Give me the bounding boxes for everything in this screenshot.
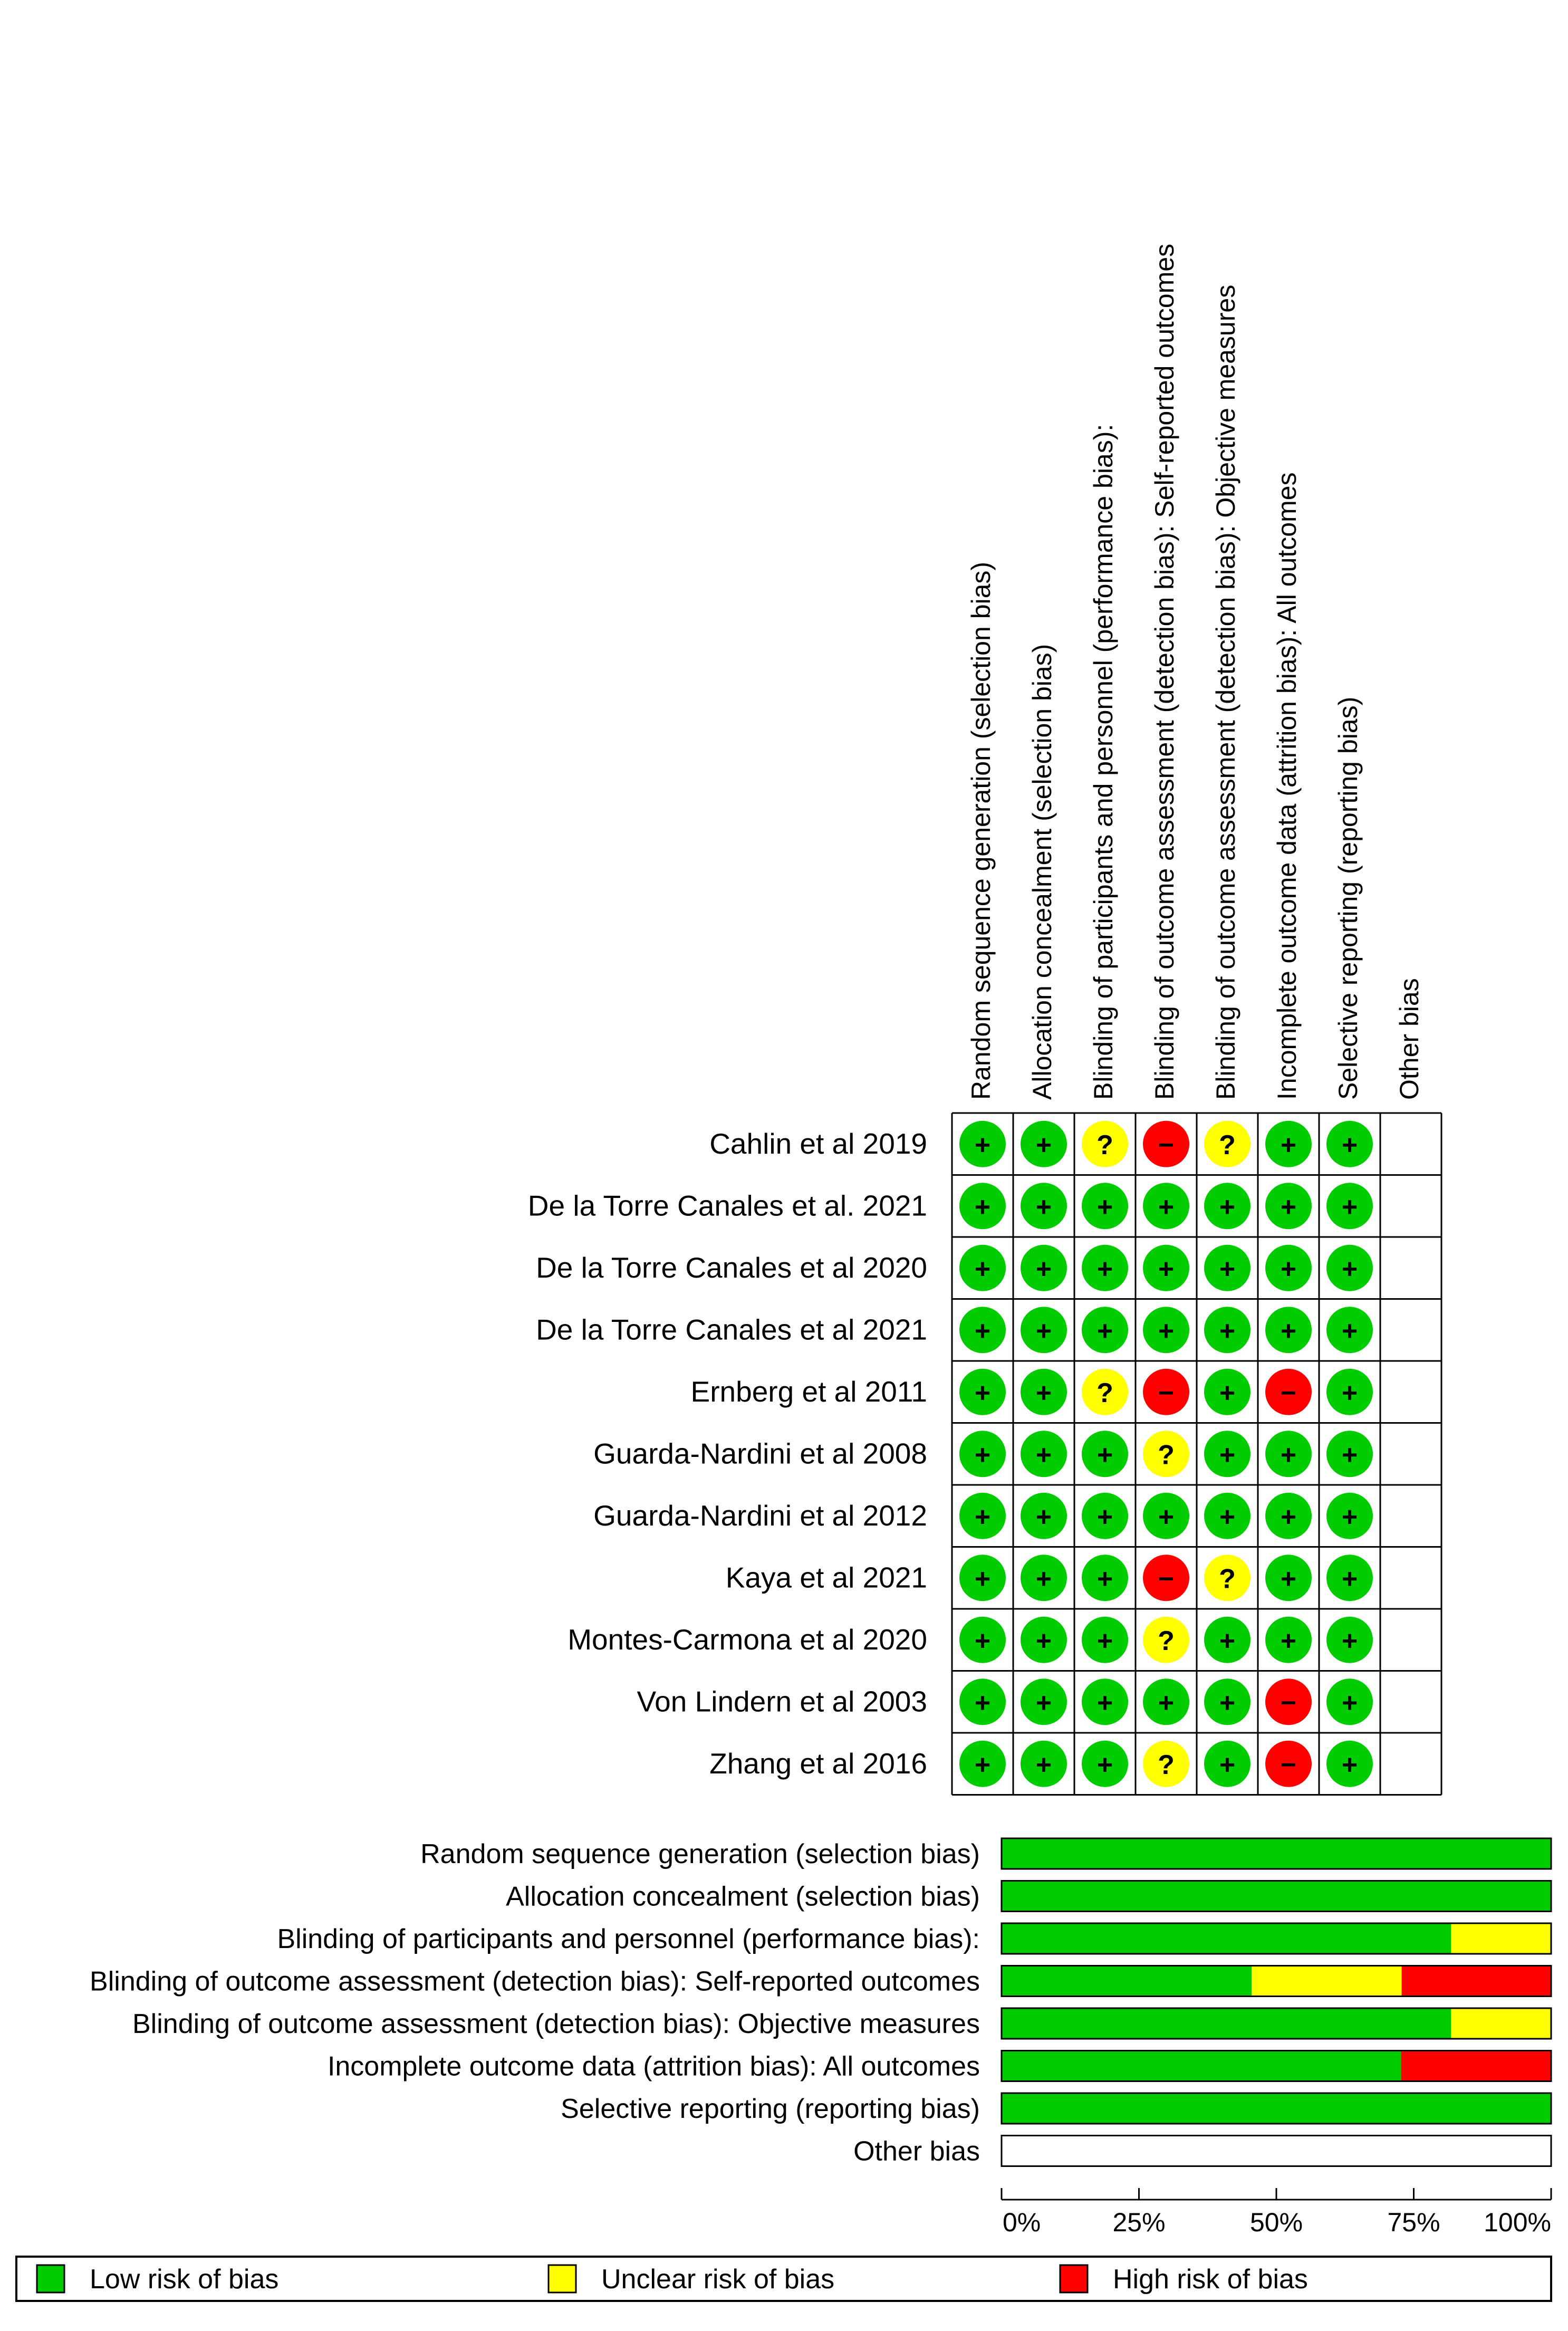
plus-circle-icon [1326, 1183, 1373, 1229]
question-circle-icon [1143, 1431, 1189, 1477]
judgement-symbol: + [974, 1440, 991, 1471]
risk-of-bias-graph [90, 1838, 1552, 2237]
bar-segment-low [1002, 1881, 1551, 1912]
legend-swatch-high [1060, 2265, 1088, 2292]
plus-circle-icon [1326, 1555, 1373, 1601]
judgement-symbol: + [1035, 1625, 1052, 1656]
judgement-symbol: + [1158, 1253, 1175, 1284]
bar-segment-unclear [1252, 1966, 1401, 1997]
plus-circle-icon [1143, 1493, 1189, 1539]
judgement-symbol: ? [1158, 1749, 1175, 1780]
judgement-symbol: + [1341, 1192, 1358, 1223]
plus-circle-icon [1265, 1245, 1312, 1291]
judgement-symbol: + [1219, 1625, 1236, 1656]
plus-circle-icon [1143, 1245, 1189, 1291]
plus-circle-icon [959, 1493, 1006, 1539]
study-label: Guarda-Nardini et al 2008 [593, 1437, 927, 1470]
study-label: Montes-Carmona et al 2020 [567, 1623, 927, 1656]
study-label: Guarda-Nardini et al 2012 [593, 1499, 927, 1532]
judgement-symbol: + [1096, 1687, 1113, 1719]
x-tick-label: 75% [1387, 2208, 1440, 2237]
study-label: Zhang et al 2016 [709, 1747, 927, 1780]
judgement-symbol: − [1280, 1377, 1297, 1408]
judgement-symbol: − [1158, 1129, 1175, 1160]
bar-segment-unclear [1451, 1923, 1551, 1954]
judgement-symbol: ? [1158, 1625, 1175, 1656]
plus-circle-icon [1143, 1307, 1189, 1353]
plus-circle-icon [1082, 1555, 1128, 1601]
minus-circle-icon [1143, 1555, 1189, 1601]
judgement-symbol: + [1158, 1501, 1175, 1532]
plus-circle-icon [1021, 1431, 1067, 1477]
plus-circle-icon [959, 1369, 1006, 1415]
plus-circle-icon [1265, 1431, 1312, 1477]
judgement-symbol: + [1341, 1749, 1358, 1780]
bar-segment-high [1401, 2051, 1551, 2081]
bar-segment-low [1002, 1838, 1551, 1869]
judgement-symbol: + [1341, 1501, 1358, 1532]
plus-circle-icon [1204, 1369, 1250, 1415]
plus-circle-icon [959, 1245, 1006, 1291]
plus-circle-icon [1326, 1307, 1373, 1353]
plus-circle-icon [1326, 1369, 1373, 1415]
plus-circle-icon [959, 1183, 1006, 1229]
plus-circle-icon [1204, 1183, 1250, 1229]
column-header: Random sequence generation (selection bias) [966, 561, 996, 1100]
judgement-symbol: ? [1096, 1129, 1113, 1160]
plus-circle-icon [1021, 1678, 1067, 1725]
x-tick-label: 100% [1484, 2208, 1551, 2237]
plus-circle-icon [1326, 1741, 1373, 1787]
plus-circle-icon [1082, 1431, 1128, 1477]
column-header: Allocation concealment (selection bias) [1027, 644, 1057, 1100]
judgement-symbol: ? [1219, 1129, 1236, 1160]
judgement-symbol: + [1219, 1440, 1236, 1471]
plus-circle-icon [1326, 1245, 1373, 1291]
study-label: De la Torre Canales et al. 2021 [527, 1189, 927, 1222]
judgement-symbol: + [1035, 1316, 1052, 1347]
judgement-symbol: + [974, 1377, 991, 1408]
judgement-symbol: + [974, 1192, 991, 1223]
bar-segment-low [1002, 1966, 1252, 1997]
judgement-symbol: + [1280, 1625, 1297, 1656]
column-header: Blinding of outcome assessment (detection bias): Self-reported outcomes [1150, 243, 1179, 1100]
judgement-symbol: + [1158, 1192, 1175, 1223]
judgement-symbol: + [1158, 1687, 1175, 1719]
judgement-symbol: − [1280, 1749, 1297, 1780]
judgement-symbol: + [1096, 1501, 1113, 1532]
plus-circle-icon [1265, 1493, 1312, 1539]
minus-circle-icon [1143, 1121, 1189, 1167]
study-label: Cahlin et al 2019 [709, 1127, 927, 1160]
judgement-symbol: + [974, 1501, 991, 1532]
bar-segment-low [1002, 2008, 1451, 2039]
plus-circle-icon [1082, 1307, 1128, 1353]
judgement-symbol: + [1096, 1749, 1113, 1780]
judgement-symbol: + [1096, 1440, 1113, 1471]
judgement-symbol: + [1096, 1316, 1113, 1347]
judgement-symbol: + [1035, 1253, 1052, 1284]
plus-circle-icon [959, 1678, 1006, 1725]
plus-circle-icon [1326, 1617, 1373, 1663]
judgement-symbol: − [1280, 1687, 1297, 1719]
judgement-symbol: + [1035, 1129, 1052, 1160]
judgement-symbol: + [1035, 1501, 1052, 1532]
minus-circle-icon [1265, 1369, 1312, 1415]
judgement-symbol: + [1341, 1253, 1358, 1284]
plus-circle-icon [1265, 1307, 1312, 1353]
judgement-symbol: + [1035, 1749, 1052, 1780]
bar-segment-low [1002, 2093, 1551, 2124]
judgement-symbol: + [974, 1749, 991, 1780]
judgement-symbol: + [1341, 1377, 1358, 1408]
judgement-symbol: + [1341, 1687, 1358, 1719]
plus-circle-icon [1082, 1245, 1128, 1291]
judgement-symbol: + [1341, 1625, 1358, 1656]
question-circle-icon [1082, 1121, 1128, 1167]
judgement-symbol: + [1035, 1687, 1052, 1719]
judgement-symbol: + [1035, 1192, 1052, 1223]
category-label: Incomplete outcome data (attrition bias): All outcomes [327, 2051, 980, 2082]
risk-of-bias-summary-table [528, 244, 1441, 1795]
column-header: Blinding of participants and personnel (performance bias): [1089, 424, 1118, 1100]
legend-swatch-unclear [549, 2265, 576, 2292]
judgement-symbol: ? [1096, 1377, 1113, 1408]
plus-circle-icon [1021, 1121, 1067, 1167]
judgement-symbol: + [1035, 1563, 1052, 1595]
bar-segment-high [1402, 1966, 1552, 1997]
plus-circle-icon [1021, 1741, 1067, 1787]
minus-circle-icon [1143, 1369, 1189, 1415]
judgement-symbol: ? [1219, 1563, 1236, 1595]
bar-segment-low [1002, 1923, 1451, 1954]
plus-circle-icon [1082, 1678, 1128, 1725]
plus-circle-icon [1326, 1493, 1373, 1539]
judgement-symbol: + [974, 1253, 991, 1284]
question-circle-icon [1143, 1617, 1189, 1663]
judgement-symbol: + [1219, 1316, 1236, 1347]
study-label: Ernberg et al 2011 [690, 1375, 927, 1408]
study-label: Von Lindern et al 2003 [637, 1685, 927, 1718]
column-header: Blinding of outcome assessment (detection bias): Objective measures [1211, 284, 1240, 1100]
plus-circle-icon [1021, 1555, 1067, 1601]
judgement-symbol: + [1341, 1563, 1358, 1595]
category-label: Blinding of outcome assessment (detection bias): Self-reported outcomes [90, 1966, 980, 1997]
plus-circle-icon [959, 1431, 1006, 1477]
category-label: Random sequence generation (selection bias) [420, 1839, 980, 1869]
chart-legend [16, 2257, 1551, 2301]
plus-circle-icon [1143, 1183, 1189, 1229]
judgement-symbol: + [1280, 1316, 1297, 1347]
plus-circle-icon [1021, 1493, 1067, 1539]
plus-circle-icon [1143, 1678, 1189, 1725]
judgement-symbol: + [1341, 1316, 1358, 1347]
x-tick-label: 25% [1112, 2208, 1166, 2237]
bar-segment-unclear [1451, 2008, 1551, 2039]
judgement-symbol: + [1280, 1253, 1297, 1284]
plus-circle-icon [1021, 1245, 1067, 1291]
plus-circle-icon [1204, 1245, 1250, 1291]
plus-circle-icon [1021, 1369, 1067, 1415]
judgement-symbol: + [1219, 1253, 1236, 1284]
plus-circle-icon [959, 1121, 1006, 1167]
category-label: Selective reporting (reporting bias) [561, 2094, 980, 2124]
bar-outline [1002, 2136, 1551, 2166]
plus-circle-icon [959, 1617, 1006, 1663]
plus-circle-icon [1021, 1307, 1067, 1353]
judgement-symbol: + [1096, 1253, 1113, 1284]
plus-circle-icon [1326, 1431, 1373, 1477]
column-header: Other bias [1394, 978, 1424, 1100]
category-label: Blinding of participants and personnel (performance bias): [277, 1924, 980, 1954]
plus-circle-icon [1082, 1617, 1128, 1663]
judgement-symbol: + [1280, 1192, 1297, 1223]
plus-circle-icon [1021, 1617, 1067, 1663]
plus-circle-icon [1326, 1121, 1373, 1167]
judgement-symbol: ? [1158, 1440, 1175, 1471]
category-label: Other bias [853, 2136, 980, 2167]
study-label: De la Torre Canales et al 2020 [536, 1251, 927, 1284]
plus-circle-icon [1204, 1741, 1250, 1787]
minus-circle-icon [1265, 1678, 1312, 1725]
judgement-symbol: + [1219, 1687, 1236, 1719]
judgement-symbol: + [974, 1625, 991, 1656]
column-header: Selective reporting (reporting bias) [1333, 696, 1363, 1100]
question-circle-icon [1143, 1741, 1189, 1787]
plus-circle-icon [1265, 1183, 1312, 1229]
study-label: De la Torre Canales et al 2021 [536, 1313, 927, 1346]
question-circle-icon [1082, 1369, 1128, 1415]
plus-circle-icon [1021, 1183, 1067, 1229]
question-circle-icon [1204, 1555, 1250, 1601]
judgement-symbol: − [1158, 1377, 1175, 1408]
judgement-symbol: + [974, 1687, 991, 1719]
question-circle-icon [1204, 1121, 1250, 1167]
judgement-symbol: + [1158, 1316, 1175, 1347]
plus-circle-icon [1204, 1307, 1250, 1353]
legend-swatch-low [37, 2265, 64, 2292]
plus-circle-icon [1265, 1121, 1312, 1167]
plus-circle-icon [1204, 1678, 1250, 1725]
plus-circle-icon [1082, 1183, 1128, 1229]
column-header: Incomplete outcome data (attrition bias): All outcomes [1272, 472, 1302, 1100]
judgement-symbol: + [1096, 1625, 1113, 1656]
judgement-symbol: + [1096, 1192, 1113, 1223]
judgement-symbol: + [974, 1316, 991, 1347]
legend-label: Unclear risk of bias [601, 2264, 835, 2295]
plus-circle-icon [959, 1555, 1006, 1601]
judgement-symbol: + [1219, 1377, 1236, 1408]
legend-label: High risk of bias [1113, 2264, 1308, 2295]
plus-circle-icon [1204, 1431, 1250, 1477]
judgement-symbol: + [1280, 1129, 1297, 1160]
judgement-symbol: + [1280, 1563, 1297, 1595]
judgement-symbol: + [1341, 1440, 1358, 1471]
legend-label: Low risk of bias [90, 2264, 279, 2295]
x-tick-label: 0% [1003, 2208, 1041, 2237]
minus-circle-icon [1265, 1741, 1312, 1787]
judgement-symbol: + [1280, 1501, 1297, 1532]
plus-circle-icon [1204, 1617, 1250, 1663]
judgement-symbol: + [1219, 1749, 1236, 1780]
bar-segment-low [1002, 2051, 1401, 2081]
judgement-symbol: + [974, 1563, 991, 1595]
plus-circle-icon [1082, 1493, 1128, 1539]
judgement-symbol: + [1219, 1501, 1236, 1532]
judgement-symbol: + [1096, 1563, 1113, 1595]
x-tick-label: 50% [1249, 2208, 1303, 2237]
judgement-symbol: + [974, 1129, 991, 1160]
plus-circle-icon [1265, 1617, 1312, 1663]
judgement-symbol: + [1280, 1440, 1297, 1471]
plus-circle-icon [1265, 1555, 1312, 1601]
plus-circle-icon [1204, 1493, 1250, 1539]
study-label: Kaya et al 2021 [725, 1561, 927, 1594]
judgement-symbol: + [1219, 1192, 1236, 1223]
judgement-symbol: + [1341, 1129, 1358, 1160]
category-label: Blinding of outcome assessment (detection bias): Objective measures [132, 2009, 980, 2039]
judgement-symbol: + [1035, 1377, 1052, 1408]
judgement-symbol: + [1035, 1440, 1052, 1471]
category-label: Allocation concealment (selection bias) [506, 1881, 980, 1912]
plus-circle-icon [1326, 1678, 1373, 1725]
plus-circle-icon [1082, 1741, 1128, 1787]
plus-circle-icon [959, 1741, 1006, 1787]
plus-circle-icon [959, 1307, 1006, 1353]
judgement-symbol: − [1158, 1563, 1175, 1595]
